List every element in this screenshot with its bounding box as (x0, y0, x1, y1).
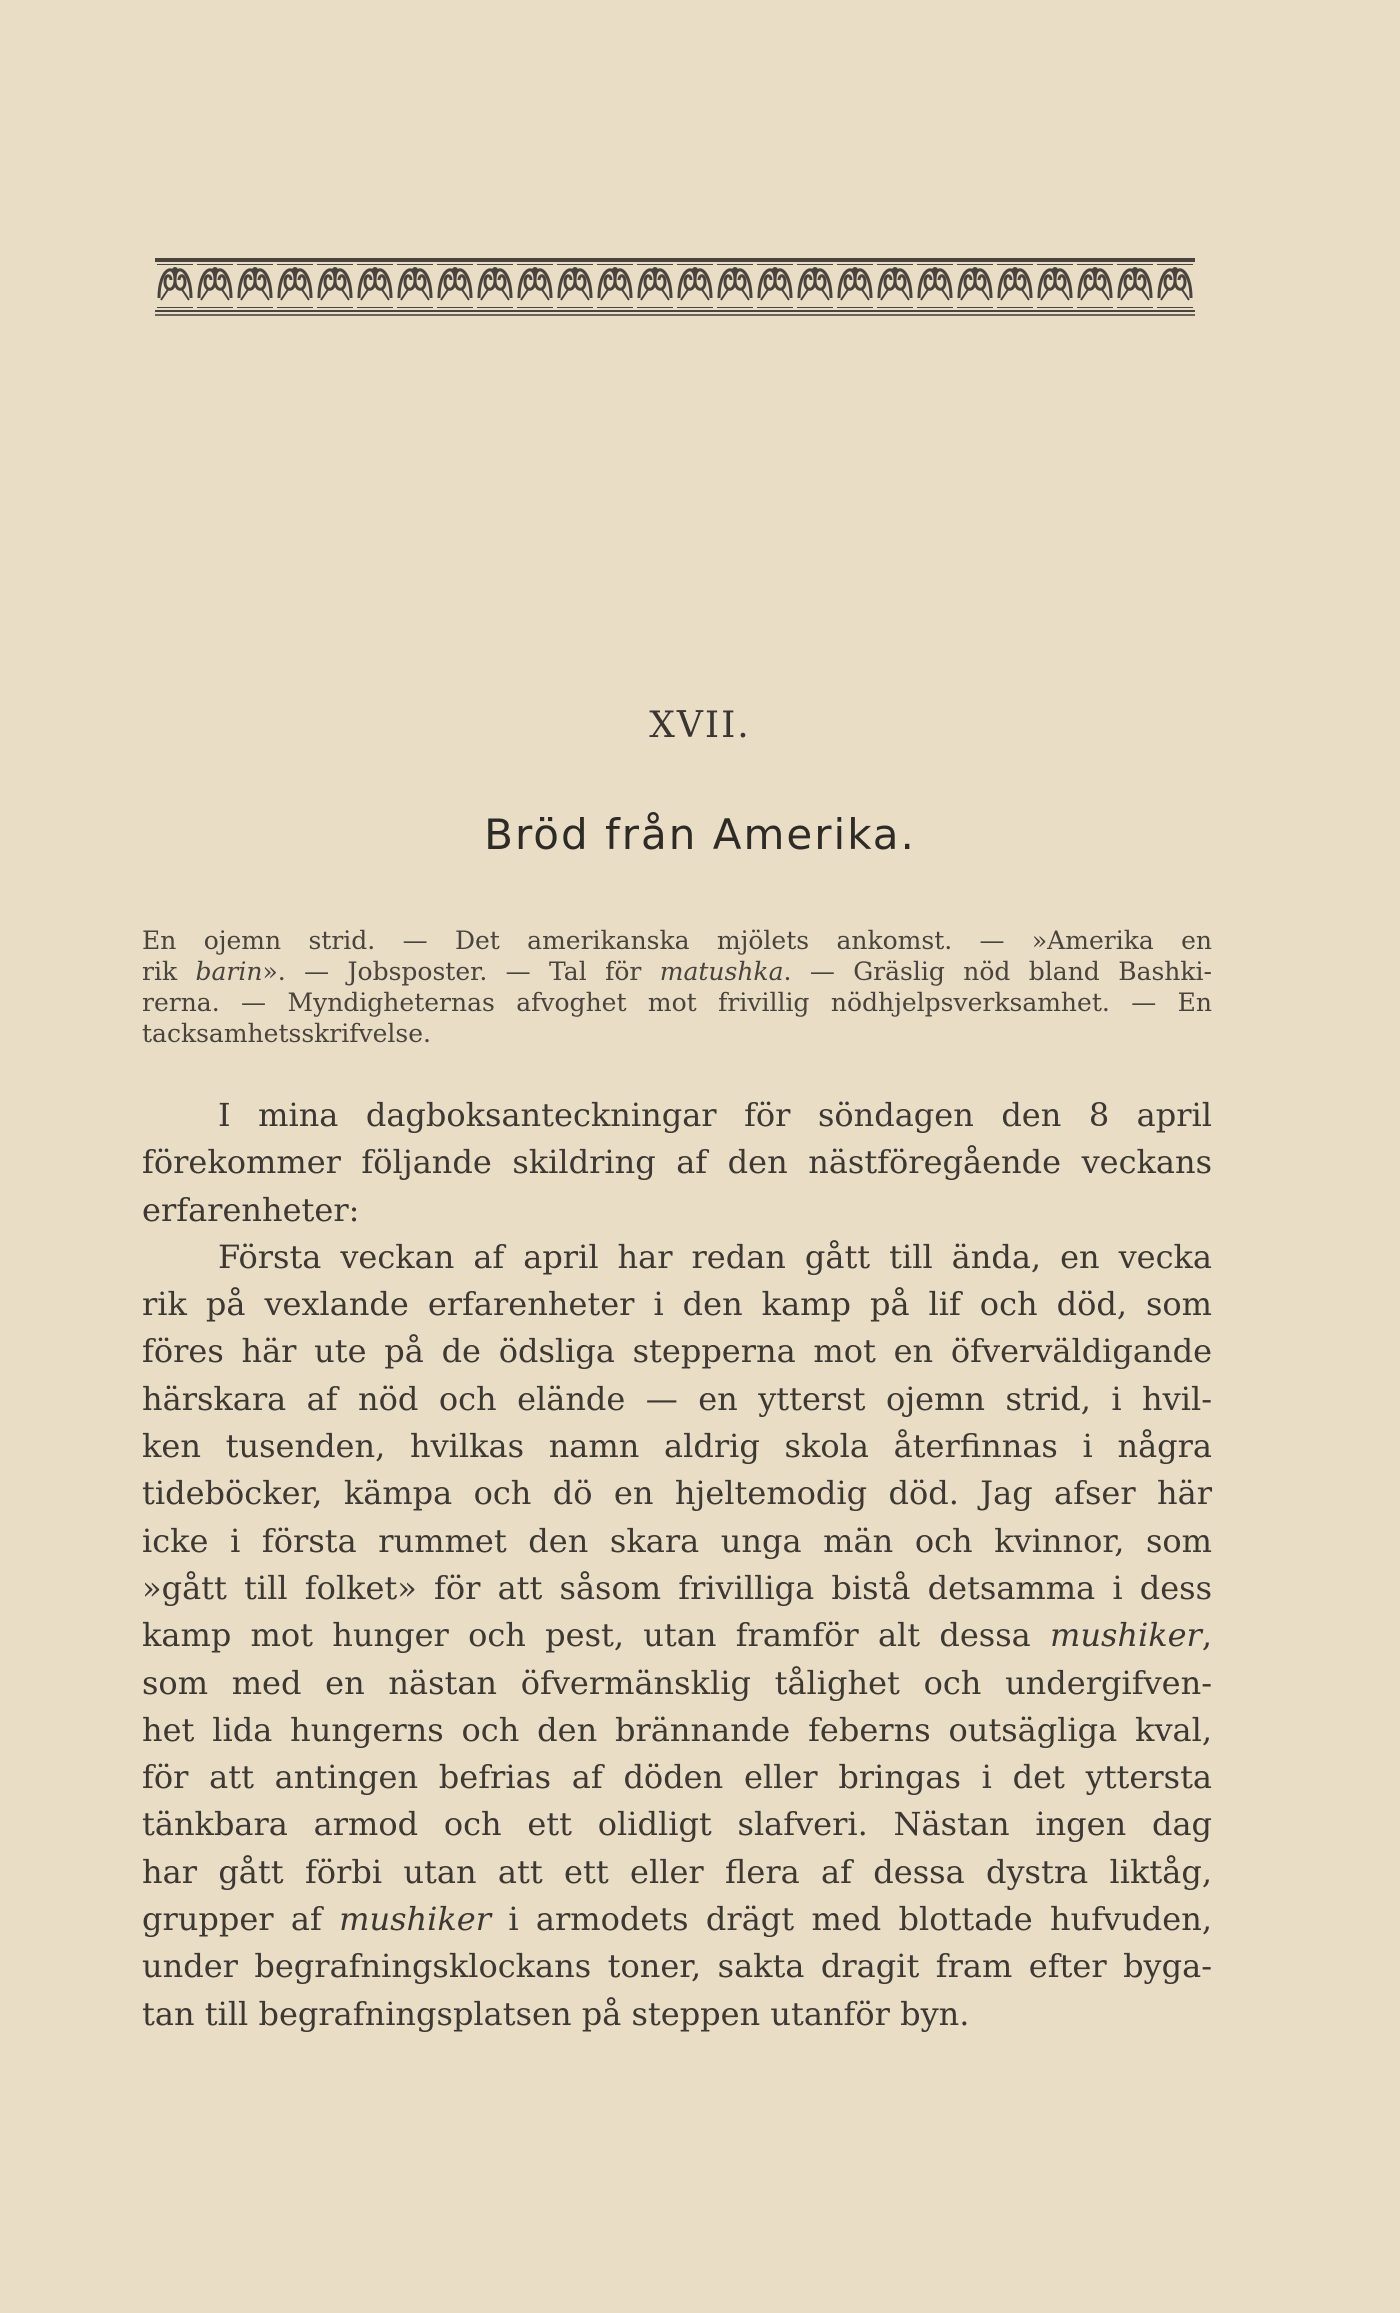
text-line: »gått till folket» för att såsom frivilliga bistå detsamma i dess (142, 1568, 1212, 1607)
text-line: tideböcker, kämpa och dö en hjeltemodig död. Jag afser här (142, 1474, 1212, 1513)
text-line: tan till begrafningsplatsen på steppen utanför byn. (142, 1994, 970, 2033)
text-line: icke i första rummet den skara unga män och kvinnor, som (142, 1521, 1212, 1560)
italic-term: barin (195, 957, 263, 986)
text-line: rik på vexlande erfarenheter i den kamp på lif och död, som (142, 1285, 1212, 1324)
chapter-summary (142, 925, 1212, 1049)
paragraph (142, 1092, 1212, 1234)
text-line: rik barin». — Jobsposter. — Tal för matushka. — Gräslig nöd bland Bashki- (142, 957, 1212, 986)
text-line: tänkbara armod och ett olidligt slafveri. Nästan ingen dag (142, 1805, 1212, 1844)
text-line: kamp mot hunger och pest, utan framför alt dessa mushiker, (142, 1616, 1212, 1655)
text-line: grupper af mushiker i armodets drägt med blottade hufvuden, (142, 1900, 1213, 1939)
text-line: har gått förbi utan att ett eller flera af dessa dystra liktåg, (142, 1852, 1212, 1891)
text-line: I mina dagboksanteckningar för söndagen den 8 april (218, 1096, 1212, 1134)
text-line: tacksamhetsskrifvelse. (142, 1019, 431, 1048)
chapter-title: Bröd från Amerika. (484, 810, 916, 859)
text-line: rerna. — Myndigheternas afvoghet mot frivillig nödhjelpsverksamhet. — En (142, 988, 1212, 1017)
text-line: föres här ute på de ödsliga stepperna mot en öfverväldigande (142, 1332, 1212, 1371)
text-line: erfarenheter: (142, 1190, 360, 1229)
text-line: under begrafningsklockans toner, sakta dragit fram efter byga- (142, 1947, 1212, 1986)
text-line: ken tusenden, hvilkas namn aldrig skola återfinnas i några (142, 1427, 1212, 1466)
italic-term: mushiker (339, 1900, 492, 1939)
text-line: härskara af nöd och elände — en ytterst ojemn strid, i hvil- (142, 1379, 1212, 1418)
ornamental-header-band (155, 258, 1195, 318)
ornament-pattern-graphic (155, 258, 1195, 318)
italic-term: matushka (659, 957, 784, 986)
italic-term: mushiker (1049, 1616, 1202, 1655)
text-line: Första veckan af april har redan gått till ända, en vecka (218, 1237, 1212, 1276)
text-line: förekommer följande skildring af den nästföregående veckans (142, 1143, 1212, 1182)
text-line: som med en nästan öfvermänsklig tålighet och undergifven- (142, 1663, 1212, 1702)
text-line: för att antingen befrias af döden eller bringas i det yttersta (142, 1758, 1212, 1797)
chapter-number: XVII. (649, 705, 751, 746)
paragraph (142, 1234, 1212, 2038)
text-line: het lida hungerns och den brännande feberns outsägliga kval, (142, 1710, 1212, 1749)
text-line: En ojemn strid. — Det amerikanska mjölets ankomst. — »Amerika en (142, 926, 1212, 955)
body-text (142, 1092, 1212, 2038)
